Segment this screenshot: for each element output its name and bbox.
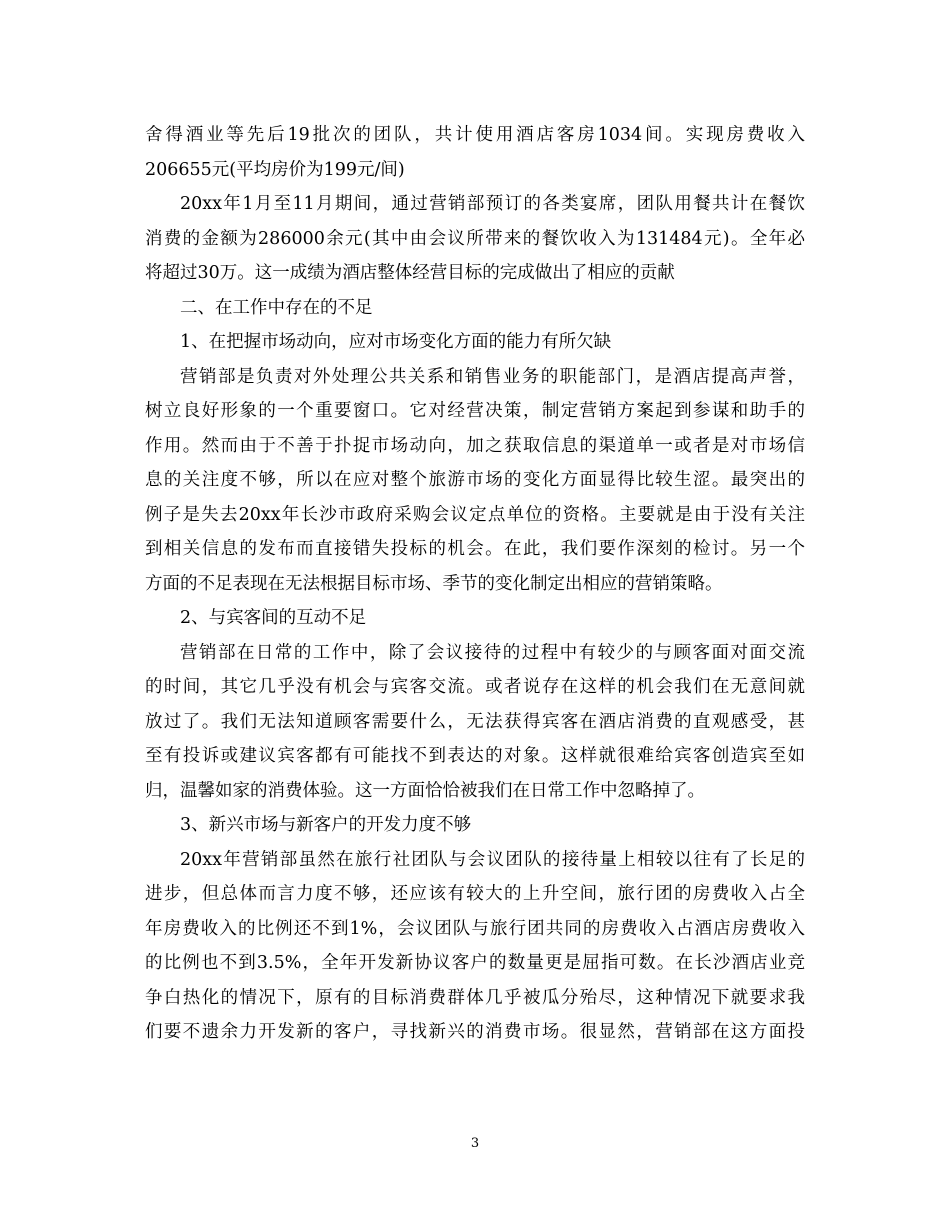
body-text [145, 118, 805, 1050]
text-line: 作用。然而由于不善于扑捉市场动向，加之获取信息的渠道单一或者是对市场信 [145, 435, 805, 456]
text-line: 们要不遗余力开发新的客户，寻找新兴的消费市场。很显然，营销部在这方面投 [145, 1022, 805, 1042]
text-line: 例子是失去20xx年长沙市政府采购会议定点单位的资格。主要就是由于没有关注 [145, 504, 805, 525]
text-line: 舍得酒业等先后19批次的团队，共计使用酒店客房1034间。实现房费收入 [145, 125, 805, 145]
text-line: 营销部在日常的工作中，除了会议接待的过程中有较少的与顾客面对面交流 [180, 642, 805, 663]
page-number: 3 [470, 1136, 480, 1151]
text-line: 进步，但总体而言力度不够，还应该有较大的上升空间，旅行团的房费收入占全 [145, 884, 805, 904]
text-line: 年房费收入的比例还不到1%，会议团队与旅行团共同的房费收入占酒店房费收入 [145, 918, 805, 939]
text-line: 放过了。我们无法知道顾客需要什么，无法获得宾客在酒店消费的直观感受，甚 [145, 711, 805, 732]
text-line: 营销部是负责对外处理公共关系和销售业务的职能部门，是酒店提高声誉， [180, 366, 805, 387]
text-line: 息的关注度不够，所以在应对整个旅游市场的变化方面显得比较生涩。最突出的 [145, 470, 805, 490]
text-line: 1、在把握市场动向，应对市场变化方面的能力有所欠缺 [180, 332, 612, 352]
text-line: 二、在工作中存在的不足 [180, 297, 373, 318]
text-line: 归，温馨如家的消费体验。这一方面恰恰被我们在日常工作中忽略掉了。 [145, 780, 705, 801]
text-line: 20xx年营销部虽然在旅行社团队与会议团队的接待量上相较以往有了长足的 [180, 849, 805, 870]
text-line: 到相关信息的发布而直接错失投标的机会。在此，我们要作深刻的检讨。另一个 [145, 539, 805, 559]
text-line: 消费的金额为286000余元(其中由会议所带来的餐饮收入为131484元)。全年必 [145, 228, 805, 249]
text-line: 将超过30万。这一成绩为酒店整体经营目标的完成做出了相应的贡献 [145, 263, 675, 283]
text-line: 方面的不足表现在无法根据目标市场、季节的变化制定出相应的营销策略。 [145, 573, 723, 594]
text-line: 至有投诉或建议宾客都有可能找不到表达的对象。这样就很难给宾客创造宾至如 [145, 746, 805, 766]
text-line: 争白热化的情况下，原有的目标消费群体几乎被瓜分殆尽，这种情况下就要求我 [145, 987, 805, 1008]
text-line: 3、新兴市场与新客户的开发力度不够 [180, 815, 472, 835]
text-line: 的时间，其它几乎没有机会与宾客交流。或者说存在这样的机会我们在无意间就 [145, 677, 805, 697]
text-line: 20xx年1月至11月期间，通过营销部预订的各类宴席，团队用餐共计在餐饮 [180, 194, 805, 214]
text-line: 的比例也不到3.5%，全年开发新协议客户的数量更是屈指可数。在长沙酒店业竞 [145, 953, 805, 973]
text-line: 树立良好形象的一个重要窗口。它对经营决策，制定营销方案起到参谋和助手的 [145, 401, 805, 421]
text-line: 206655元(平均房价为199元/间) [145, 159, 405, 180]
text-line: 2、与宾客间的互动不足 [180, 608, 367, 628]
